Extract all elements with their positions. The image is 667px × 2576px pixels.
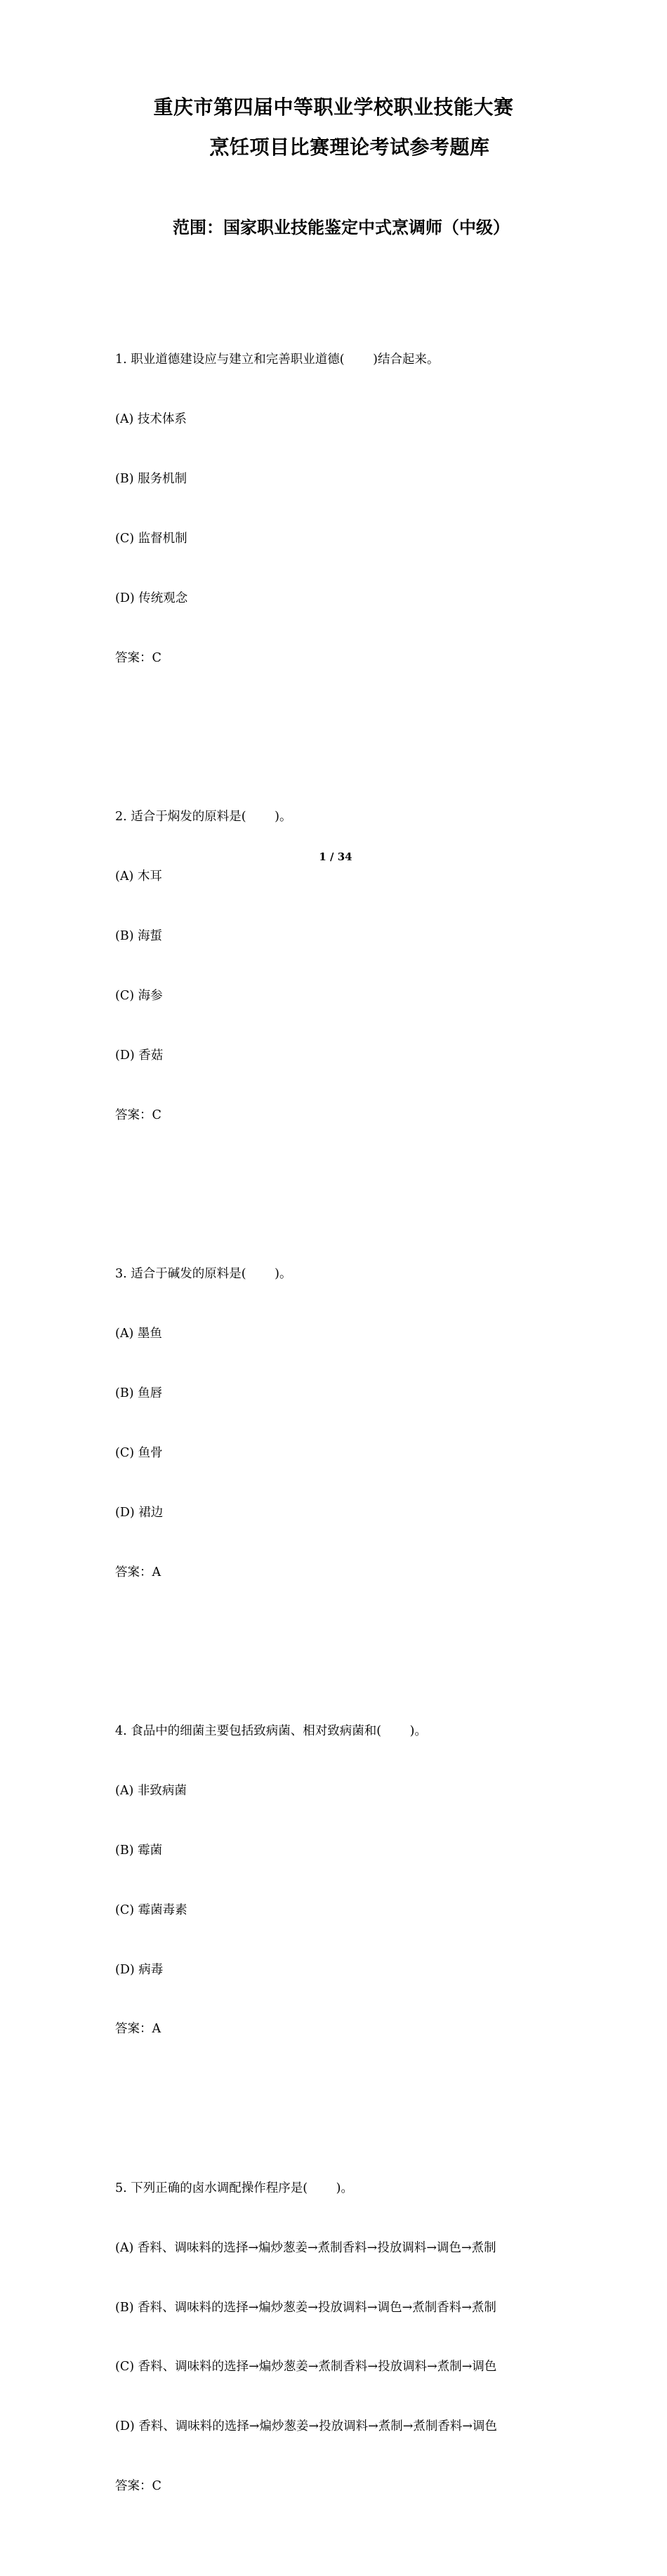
option-d: (D) 香菇 — [115, 1048, 164, 1063]
question-stem: 3. 适合于碱发的原料是( )。 — [115, 1267, 292, 1282]
document-title-line2: 烹饪项目比赛理论考试参考题库 — [209, 136, 490, 159]
question-item — [115, 768, 564, 1165]
option-d: (D) 裙边 — [115, 1505, 164, 1520]
option-a: (A) 香料、调味料的选择→煸炒葱姜→煮制香料→投放调料→调色→煮制 — [115, 2240, 496, 2255]
option-a: (A) 墨鱼 — [115, 1327, 162, 1341]
question-stem: 4. 食品中的细菌主要包括致病菌、相对致病菌和( )。 — [115, 1723, 427, 1738]
question-item — [115, 1681, 564, 2079]
question-item — [115, 310, 564, 708]
question-list — [115, 251, 564, 2576]
option-d: (D) 香料、调味料的选择→煸炒葱姜→投放调料→煮制→煮制香料→调色 — [115, 2419, 498, 2434]
option-a: (A) 非致病菌 — [115, 1783, 187, 1798]
answer: 答案：A — [115, 2022, 161, 2037]
option-c: (C) 霉菌毒素 — [115, 1903, 187, 1917]
question-item — [115, 1225, 564, 1622]
question-item — [115, 2138, 564, 2536]
option-c: (C) 监督机制 — [115, 532, 187, 546]
question-stem: 1. 职业道德建设应与建立和完善职业道德( )结合起来。 — [115, 353, 440, 367]
answer: 答案：A — [115, 1565, 161, 1579]
option-b: (B) 霉菌 — [115, 1843, 163, 1858]
page-indicator: 1 / 34 — [319, 850, 352, 863]
option-a: (A) 技术体系 — [115, 412, 187, 427]
option-b: (B) 鱼唇 — [115, 1386, 163, 1400]
option-c: (C) 香料、调味料的选择→煸炒葱姜→煮制香料→投放调料→煮制→调色 — [115, 2360, 497, 2374]
option-c: (C) 海参 — [115, 988, 163, 1003]
option-a: (A) 木耳 — [115, 869, 162, 884]
answer: 答案：C — [115, 2479, 161, 2494]
option-c: (C) 鱼骨 — [115, 1445, 163, 1460]
scope-heading: 范围：国家职业技能鉴定中式烹调师（中级） — [173, 218, 510, 237]
option-d: (D) 传统观念 — [115, 591, 188, 606]
question-stem: 2. 适合于焖发的原料是( )。 — [115, 810, 292, 824]
option-b: (B) 香料、调味料的选择→煸炒葱姜→投放调料→调色→煮制香料→煮制 — [115, 2300, 496, 2315]
option-b: (B) 海蜇 — [115, 929, 163, 944]
answer: 答案：C — [115, 650, 161, 665]
question-stem: 5. 下列正确的卤水调配操作程序是( )。 — [115, 2181, 353, 2195]
answer: 答案：C — [115, 1108, 161, 1122]
option-d: (D) 病毒 — [115, 1962, 164, 1977]
option-b: (B) 服务机制 — [115, 472, 187, 487]
document-title-line1: 重庆市第四届中等职业学校职业技能大赛 — [153, 96, 514, 119]
